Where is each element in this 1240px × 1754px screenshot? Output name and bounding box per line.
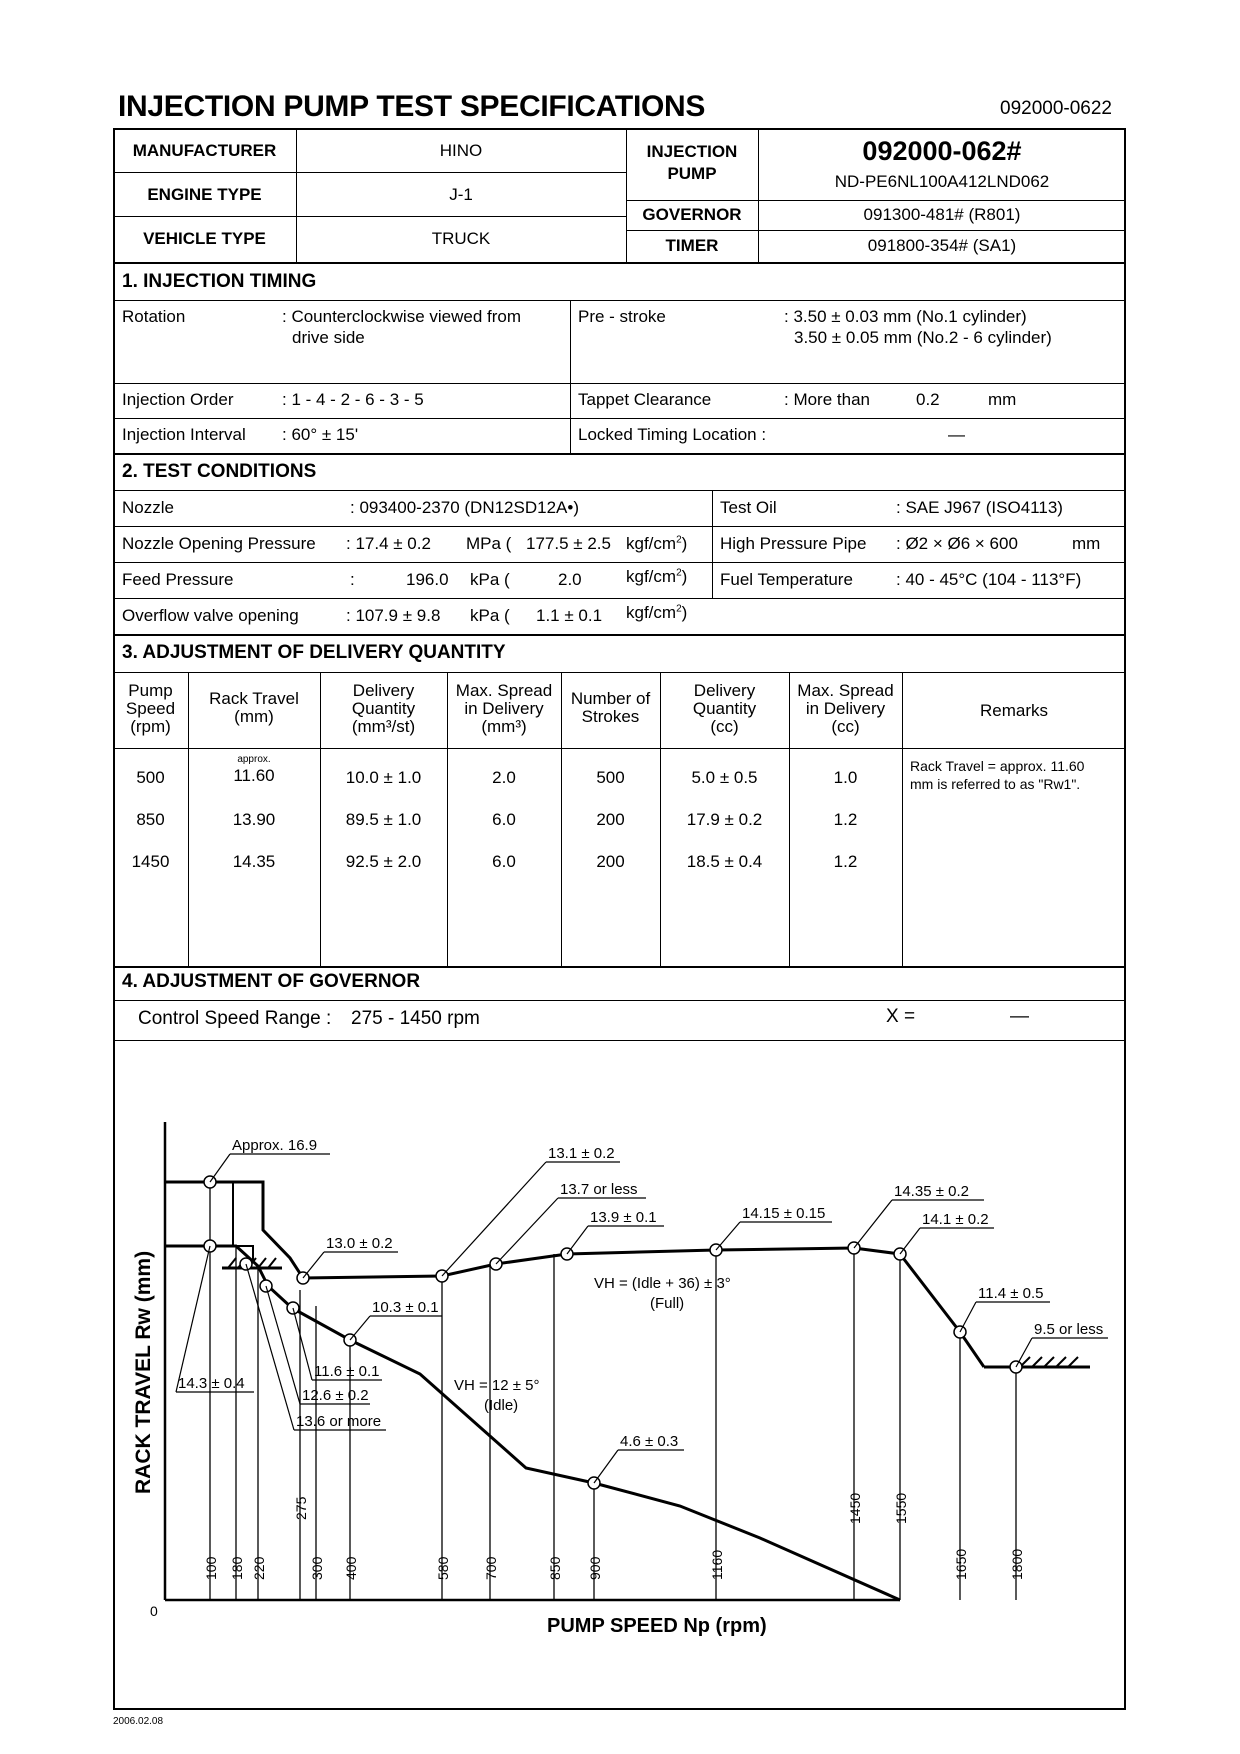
- manufacturer-label: MANUFACTURER: [132, 141, 277, 160]
- annotation-label: 14.15 ± 0.15: [742, 1205, 826, 1222]
- rotation-value-2: drive side: [292, 328, 365, 347]
- speed-label-100: 100: [203, 1556, 219, 1580]
- timer-label: TIMER: [665, 236, 719, 255]
- row-max-spread: 6.0: [492, 810, 516, 829]
- governor-value: 091300-481# (R801): [863, 205, 1021, 224]
- annotation-label: 13.6 or more: [296, 1413, 382, 1430]
- nozzle-opening-pressure-kgf: 177.5 ± 2.5: [526, 534, 611, 553]
- annotation-label: 13.7 or less: [560, 1181, 638, 1198]
- prestroke-label: Pre - stroke: [578, 307, 666, 326]
- full-curve-label-2: (Full): [650, 1295, 685, 1312]
- row-max-spread-cc: 1.0: [833, 768, 858, 787]
- y-axis-title: RACK TRAVEL Rw (mm): [132, 1250, 155, 1494]
- speed-label-850: 850: [547, 1556, 563, 1580]
- annotation-leader: [594, 1450, 618, 1483]
- row-rack-travel: 14.35: [232, 852, 276, 871]
- annotation-leader: [567, 1226, 588, 1254]
- test-conditions-heading: 2. TEST CONDITIONS: [122, 461, 317, 482]
- row-strokes: 200: [596, 810, 625, 829]
- speed-label-1160: 1160: [709, 1549, 725, 1580]
- col-remarks: Remarks: [979, 701, 1048, 720]
- speed-label-275: 275: [293, 1496, 309, 1520]
- feed-pressure-unit: kPa (: [470, 570, 510, 589]
- annotation-leader: [854, 1200, 892, 1248]
- annotation-leader: [960, 1302, 976, 1332]
- col-max-spread: Max. Spread in Delivery (mm³): [455, 681, 553, 736]
- overflow-valve-value: : 107.9 ± 9.8: [346, 606, 441, 625]
- pump-number: 092000-062#: [862, 136, 1022, 166]
- feed-pressure-value: 196.0: [406, 570, 449, 589]
- page-title: INJECTION PUMP TEST SPECIFICATIONS: [118, 90, 706, 123]
- speed-label-400: 400: [343, 1556, 359, 1580]
- nozzle-opening-pressure-unit: MPa (: [466, 534, 512, 553]
- col-rack-travel: Rack Travel (mm): [209, 689, 299, 726]
- annotation-leader: [210, 1154, 230, 1182]
- speed-label-1650: 1650: [953, 1548, 969, 1580]
- idle-curve-label: VH = 12 ± 5°: [454, 1377, 540, 1394]
- tappet-clearance-prefix: : More than: [784, 390, 870, 409]
- nozzle-opening-pressure-label: Nozzle Opening Pressure: [122, 534, 316, 553]
- high-pressure-pipe-unit: mm: [1072, 534, 1101, 553]
- vehicle-type-value: TRUCK: [431, 229, 491, 248]
- control-speed-label: Control Speed Range :: [138, 1008, 332, 1029]
- row-strokes: 500: [596, 768, 625, 787]
- feed-pressure-kgf-unit: kgf/$cm^2$): [626, 567, 688, 586]
- rack-approx-label: approx.: [237, 754, 271, 765]
- row-delivery-quantity: 92.5 ± 2.0: [345, 852, 422, 871]
- col-max-spread-cc: Max. Spread in Delivery (cc): [797, 681, 894, 736]
- locked-timing-label: Locked Timing Location :: [578, 425, 767, 444]
- speed-label-1550: 1550: [893, 1492, 909, 1524]
- tappet-clearance-unit: mm: [988, 390, 1017, 409]
- overflow-valve-kgf: 1.1 ± 0.1: [536, 606, 603, 625]
- speed-label-180: 180: [229, 1556, 245, 1580]
- control-speed-value: 275 - 1450 rpm: [351, 1008, 480, 1029]
- row-delivery-quantity: 10.0 ± 1.0: [345, 768, 422, 787]
- injection-pump-label-2: PUMP: [667, 164, 717, 183]
- document-number: 092000-0622: [1000, 98, 1112, 119]
- tappet-clearance-value: 0.2: [916, 390, 940, 409]
- delivery-heading: 3. ADJUSTMENT OF DELIVERY QUANTITY: [122, 642, 506, 663]
- row-speed: 850: [136, 810, 165, 829]
- injection-order-value: : 1 - 4 - 2 - 6 - 3 - 5: [282, 390, 424, 409]
- row-speed: 1450: [131, 852, 170, 871]
- row-rack-travel: 13.90: [232, 810, 276, 829]
- speed-label-300: 300: [309, 1556, 325, 1580]
- governor-heading: 4. ADJUSTMENT OF GOVERNOR: [122, 971, 421, 992]
- annotation-label: 13.0 ± 0.2: [326, 1235, 393, 1252]
- prestroke-value-2: 3.50 ± 0.05 mm (No.2 - 6 cylinder): [794, 328, 1052, 347]
- origin-label: 0: [150, 1603, 158, 1619]
- row-rack-travel: 11.60: [233, 766, 275, 785]
- col-number-of-strokes: Number of Strokes: [570, 689, 651, 726]
- injection-pump-label: INJECTION: [646, 142, 738, 161]
- annotation-label: 11.6 ± 0.1: [314, 1363, 380, 1380]
- injection-interval-value: : 60° ± 15': [282, 425, 359, 444]
- vehicle-type-label: VEHICLE TYPE: [143, 229, 266, 248]
- locked-timing-value: —: [948, 425, 965, 444]
- row-speed: 500: [136, 768, 165, 787]
- speed-label-1800: 1800: [1009, 1548, 1025, 1580]
- x-axis-title: PUMP SPEED Np (rpm): [547, 1615, 767, 1637]
- annotation-label: 14.3 ± 0.4: [178, 1375, 245, 1392]
- row-strokes: 200: [596, 852, 625, 871]
- overflow-valve-unit: kPa (: [470, 606, 510, 625]
- col-delivery-quantity-cc: Delivery Quantity (cc): [692, 681, 757, 736]
- row-max-spread: 2.0: [492, 768, 516, 787]
- annotation-leader: [303, 1252, 324, 1278]
- full-curve-label: VH = (Idle + 36) ± 3°: [594, 1275, 731, 1292]
- annotation-leader: [716, 1222, 740, 1250]
- annotation-label: 9.5 or less: [1034, 1321, 1104, 1338]
- full-load-curve: [165, 1182, 984, 1367]
- idle-curve-label-2: (Idle): [484, 1397, 519, 1414]
- annotation-label: 4.6 ± 0.3: [620, 1433, 679, 1450]
- annotation-leader: [496, 1198, 558, 1264]
- test-oil-label: Test Oil: [720, 498, 777, 517]
- annotation-label: 11.4 ± 0.5: [978, 1285, 1044, 1302]
- remark-line-1: Rack Travel = approx. 11.60: [910, 758, 1085, 774]
- row-delivery-cc: 17.9 ± 0.2: [686, 810, 763, 829]
- x-value: —: [1010, 1006, 1029, 1027]
- injection-interval-label: Injection Interval: [122, 425, 246, 444]
- row-max-spread: 6.0: [492, 852, 516, 871]
- annotation-label: 12.6 ± 0.2: [302, 1387, 369, 1404]
- feed-pressure-kgf: 2.0: [558, 570, 582, 589]
- annotation-label: 13.9 ± 0.1: [590, 1209, 657, 1226]
- col-pump-speed: Pump Speed (rpm): [125, 681, 176, 736]
- row-delivery-quantity: 89.5 ± 1.0: [345, 810, 422, 829]
- speed-label-700: 700: [483, 1556, 499, 1580]
- nozzle-label: Nozzle: [122, 498, 174, 517]
- annotation-label: 10.3 ± 0.1: [372, 1299, 439, 1316]
- injection-order-label: Injection Order: [122, 390, 234, 409]
- annotation-leader: [900, 1228, 920, 1254]
- nozzle-opening-pressure-value: : 17.4 ± 0.2: [346, 534, 431, 553]
- speed-label-580: 580: [435, 1556, 451, 1580]
- idle-curve: [165, 1246, 900, 1600]
- footer-date: 2006.02.08: [113, 1716, 164, 1727]
- fuel-temperature-label: Fuel Temperature: [720, 570, 853, 589]
- annotation-label: Approx. 16.9: [232, 1137, 318, 1154]
- annotation-label: 14.1 ± 0.2: [922, 1211, 989, 1228]
- injection-timing-heading: 1. INJECTION TIMING: [122, 271, 317, 292]
- max-stopper-outline: [165, 1182, 233, 1246]
- high-pressure-pipe-label: High Pressure Pipe: [720, 534, 867, 553]
- fuel-temperature-value: : 40 - 45°C (104 - 113°F): [896, 570, 1082, 589]
- nozzle-value: : 093400-2370 (DN12SD12A•): [350, 498, 579, 517]
- overflow-valve-label: Overflow valve opening: [122, 606, 299, 625]
- row-max-spread-cc: 1.2: [833, 852, 858, 871]
- overflow-valve-kgf-unit: kgf/$cm^2$): [626, 603, 688, 622]
- row-max-spread-cc: 1.2: [833, 810, 858, 829]
- engine-type-label: ENGINE TYPE: [147, 185, 262, 204]
- speed-label-900: 900: [587, 1556, 603, 1580]
- governor-label: GOVERNOR: [642, 205, 742, 224]
- prestroke-value: : 3.50 ± 0.03 mm (No.1 cylinder): [784, 307, 1027, 326]
- rotation-label: Rotation: [122, 307, 186, 326]
- manufacturer-value: HINO: [439, 141, 483, 160]
- row-delivery-cc: 5.0 ± 0.5: [691, 768, 758, 787]
- annotation-leader: [176, 1246, 210, 1392]
- rotation-value: : Counterclockwise viewed from: [282, 307, 522, 326]
- timer-value: 091800-354# (SA1): [867, 236, 1017, 255]
- remark-line-2: mm is referred to as "Rw1".: [910, 776, 1081, 792]
- col-delivery-quantity: Delivery Quantity (mm³/st): [351, 681, 416, 736]
- annotation-label: 14.35 ± 0.2: [894, 1183, 969, 1200]
- row-delivery-cc: 18.5 ± 0.4: [686, 852, 763, 871]
- speed-label-220: 220: [251, 1556, 267, 1580]
- feed-pressure-label: Feed Pressure: [122, 570, 234, 589]
- chart-text: [132, 1137, 1103, 1637]
- test-oil-value: : SAE J967 (ISO4113): [896, 498, 1063, 517]
- tappet-clearance-label: Tappet Clearance: [578, 390, 712, 409]
- pump-model: ND-PE6NL100A412LND062: [834, 172, 1050, 191]
- nozzle-opening-pressure-kgf-unit: kgf/$cm^2$): [626, 534, 688, 553]
- annotation-leader: [350, 1316, 370, 1340]
- x-label: X =: [886, 1006, 916, 1027]
- feed-pressure-colon: :: [350, 570, 355, 589]
- high-pressure-pipe-value: : Ø2 × Ø6 × 600: [896, 534, 1018, 553]
- engine-type-value: J-1: [449, 185, 473, 204]
- annotation-label: 13.1 ± 0.2: [548, 1145, 615, 1162]
- speed-label-1450: 1450: [847, 1492, 863, 1524]
